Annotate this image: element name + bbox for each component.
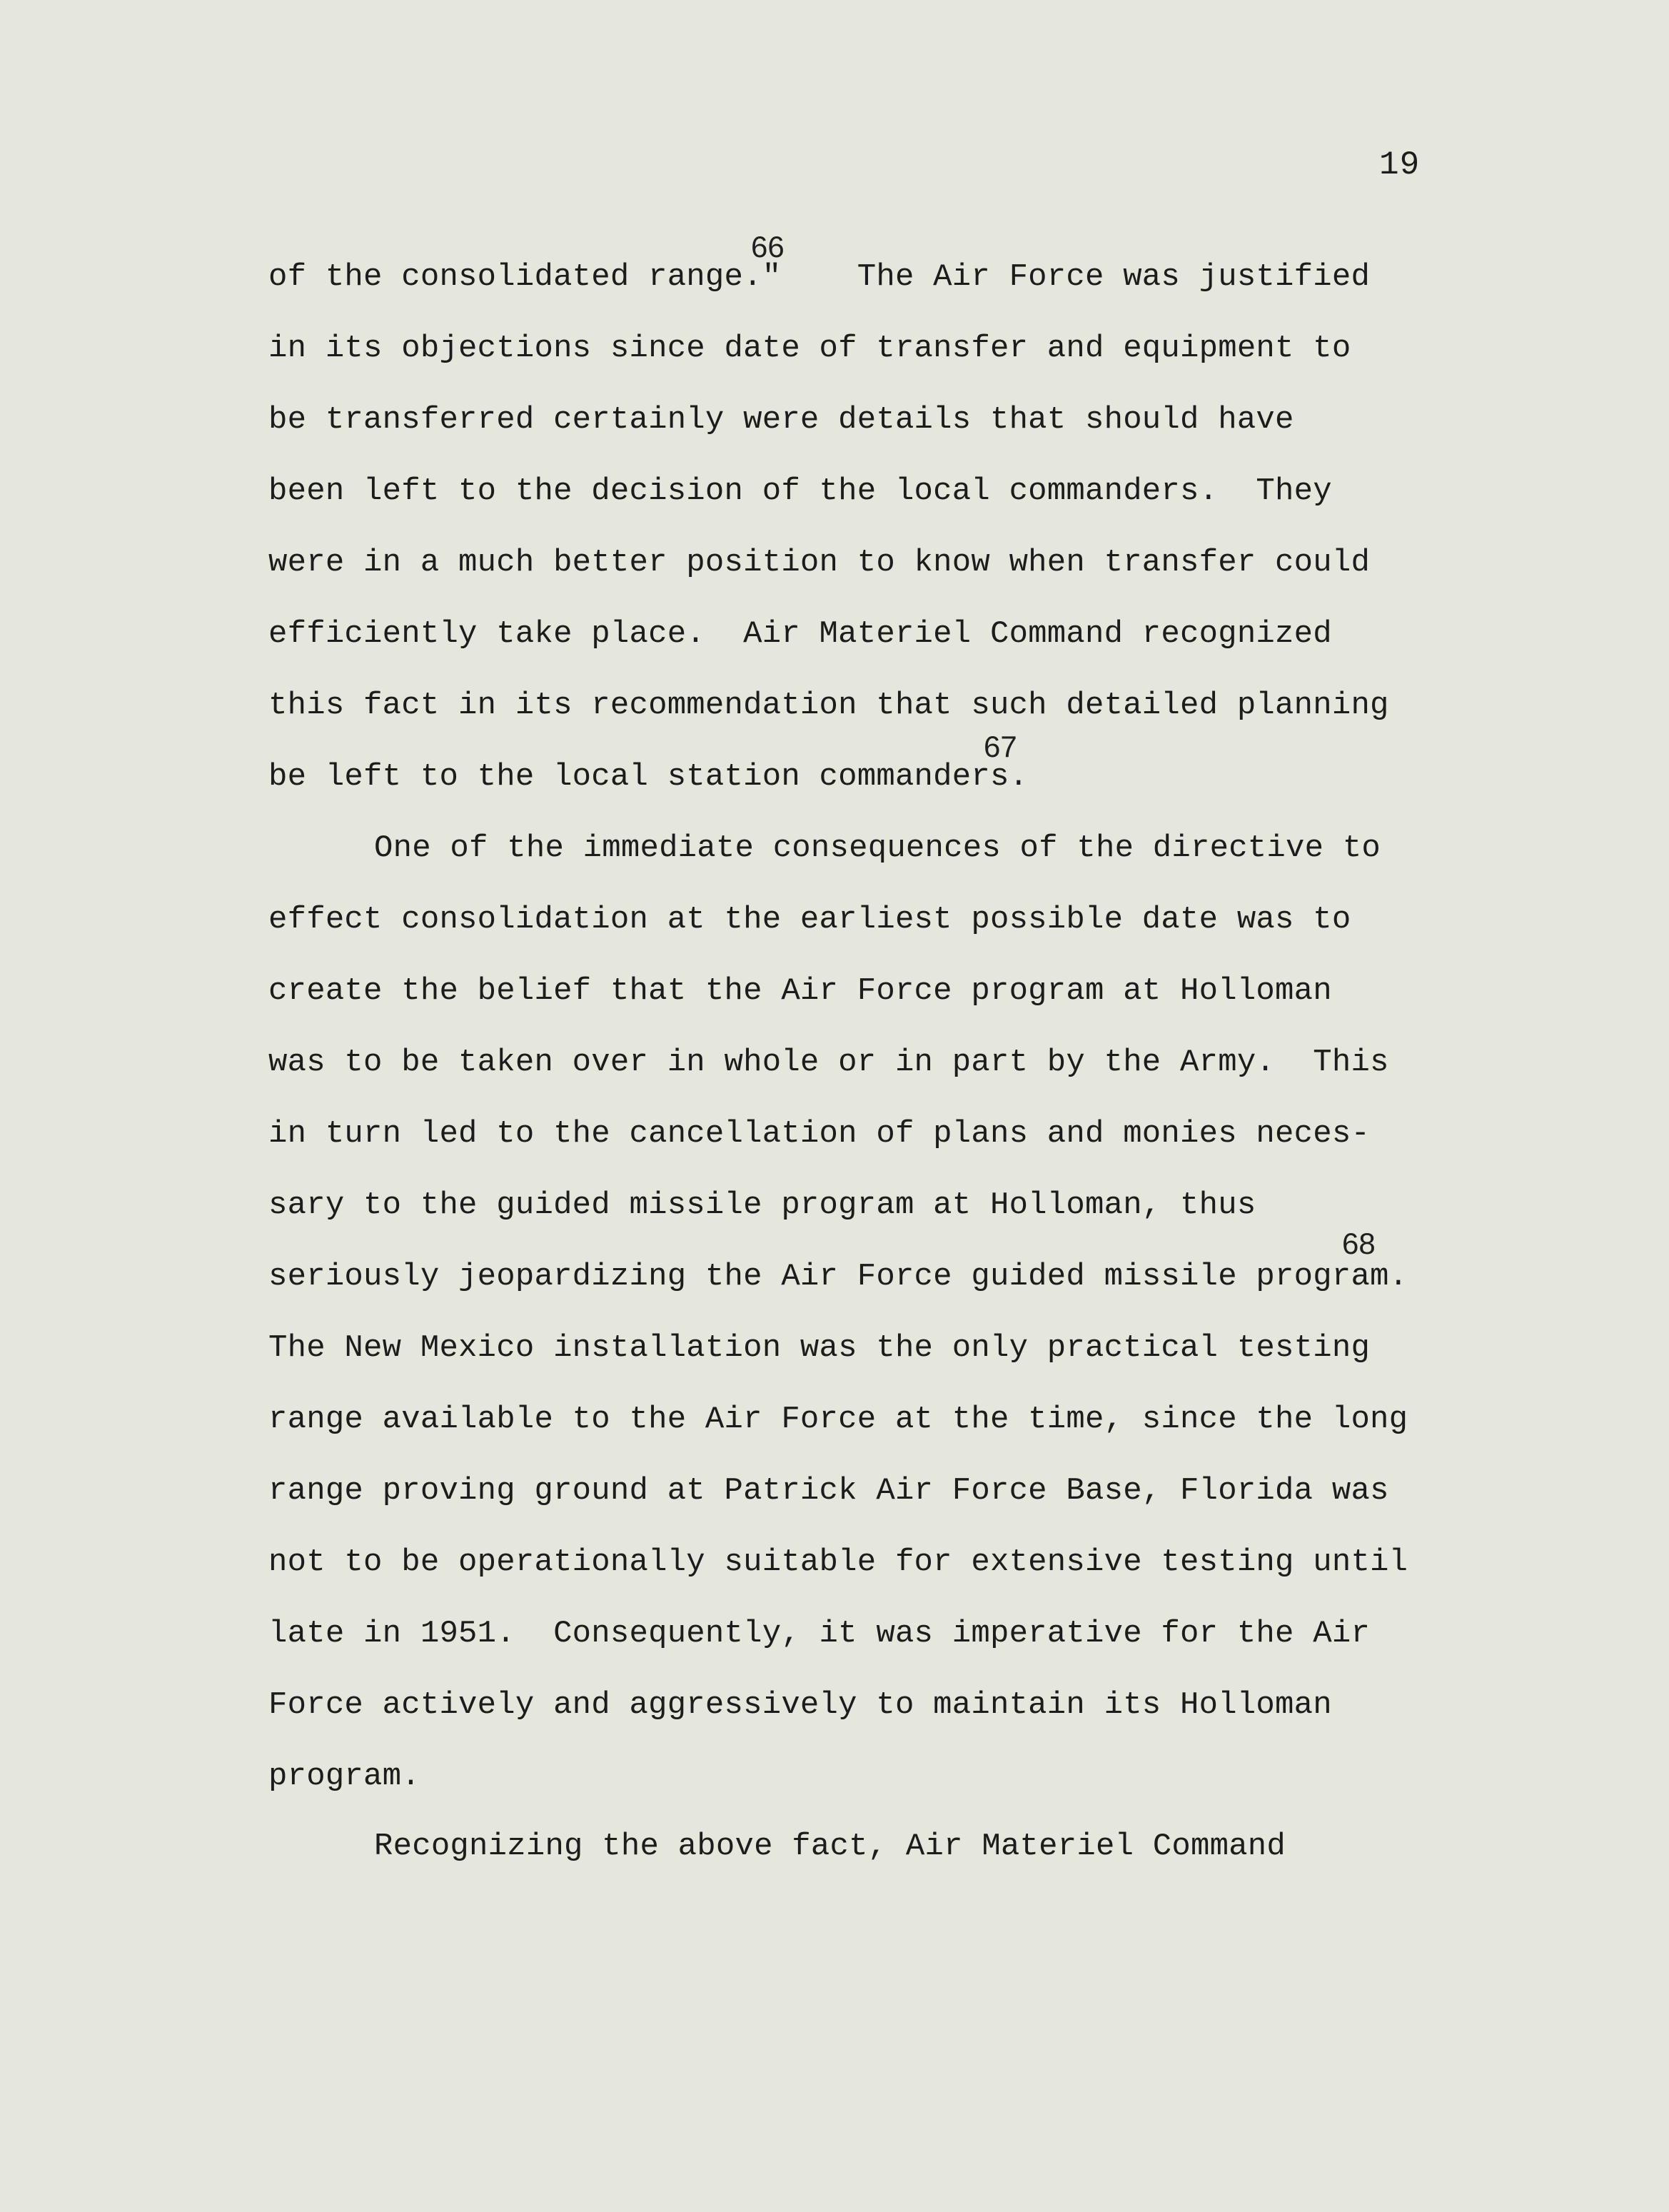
- text-line: program.: [268, 1759, 420, 1794]
- text-line: effect consolidation at the earliest possible date was to: [268, 902, 1351, 937]
- text-line: range available to the Air Force at the time, since the long: [268, 1402, 1408, 1437]
- footnote-marker-67: 67: [984, 730, 1017, 763]
- text-line: was to be taken over in whole or in part by the Army. This: [268, 1045, 1389, 1080]
- text-line: be transferred certainly were details that should have: [268, 402, 1294, 438]
- text-line: in its objections since date of transfer and equipment to: [268, 331, 1351, 366]
- text-line: range proving ground at Patrick Air Force Base, Florida was: [268, 1473, 1389, 1509]
- text-line: The New Mexico installation was the only practical testing: [268, 1330, 1371, 1366]
- text-line: this fact in its recommendation that such detailed planning: [268, 688, 1389, 723]
- text-line: in turn led to the cancellation of plans and monies neces-: [268, 1116, 1371, 1152]
- text-line: late in 1951. Consequently, it was imperative for the Air: [268, 1616, 1371, 1652]
- text-line: Force actively and aggressively to maintain its Holloman: [268, 1687, 1332, 1723]
- text-line: be left to the local station commanders.: [268, 759, 1029, 795]
- footnote-marker-68: 68: [1342, 1227, 1376, 1260]
- text-line: efficiently take place. Air Materiel Command recognized: [268, 616, 1332, 652]
- paragraph-start: Recognizing the above fact, Air Materiel Command: [374, 1829, 1286, 1864]
- text-line: seriously jeopardizing the Air Force guided missile program.: [268, 1259, 1408, 1294]
- text-line: of the consolidated range." The Air Force was justified: [268, 259, 1371, 295]
- text-line: not to be operationally suitable for extensive testing until: [268, 1544, 1408, 1580]
- footnote-marker-66: 66: [751, 230, 785, 263]
- text-line: were in a much better position to know when transfer could: [268, 545, 1371, 580]
- text-line: been left to the decision of the local commanders. They: [268, 473, 1332, 509]
- page-number: 19: [1379, 146, 1421, 184]
- text-line: create the belief that the Air Force program at Holloman: [268, 973, 1332, 1009]
- paragraph-start: One of the immediate consequences of the directive to: [374, 830, 1381, 866]
- text-line: sary to the guided missile program at Holloman, thus: [268, 1187, 1256, 1223]
